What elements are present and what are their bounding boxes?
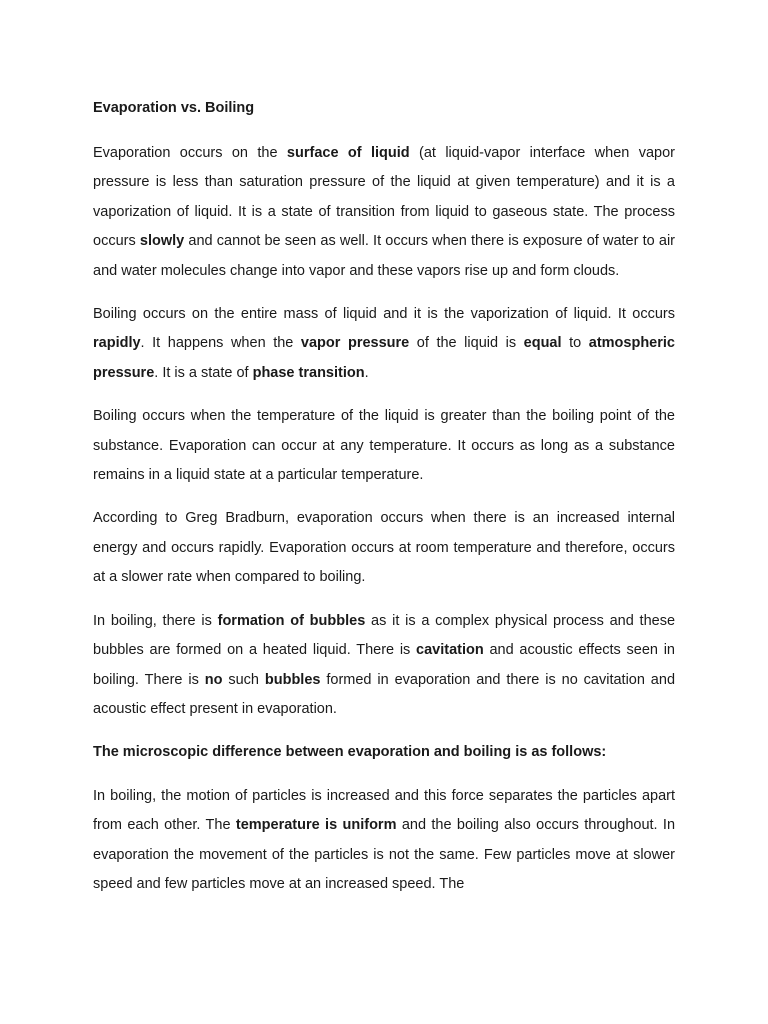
document-body (93, 139, 675, 899)
text-run: In boiling, there is (93, 612, 218, 629)
text-run: Boiling occurs when the temperature of the liquid is greater than the boiling point of the substance. Evaporation can occur at any temperature. It occurs as long as a substance remains in a liquid state at a particular temperature. (93, 408, 675, 484)
text-run: and the boiling also occurs throughout. In evaporation the movement of the particles is not the same. Few particles move at slower speed and few particles move at an increased speed. The (93, 817, 676, 892)
text-run: to (561, 335, 589, 352)
bold-term: formation of bubbles (217, 612, 366, 629)
text-run: of the liquid is (409, 335, 524, 352)
bold-term: slowly (139, 233, 185, 250)
text-run: Boiling occurs on the entire mass of liquid and it is the vaporization of liquid. It occurs (93, 306, 675, 323)
section-heading (93, 738, 675, 767)
text-run: In boiling, the motion of particles is increased and this force separates the particles apart from each other. The (93, 787, 675, 834)
bold-term: temperature is uniform (235, 817, 397, 834)
bold-term: surface of liquid (286, 145, 410, 161)
document-page (93, 96, 675, 913)
text-run: Evaporation occurs on the (93, 145, 287, 161)
paragraph (93, 300, 675, 388)
paragraph (93, 139, 675, 286)
paragraph (93, 504, 675, 592)
text-run: (at liquid-vapor interface when vapor pressure is less than saturation pressure of the liquid at given temperature) and it is a vaporization of liquid. It is a state of transition from liquid to gaseous state. The process occurs (93, 145, 675, 250)
bold-term: vapor pressure (300, 335, 410, 352)
bold-term: cavitation (416, 642, 484, 659)
text-run: formed in evaporation and there is no cavitation and acoustic effect present in evaporation. (93, 671, 676, 717)
text-run: . It is a state of (154, 364, 253, 381)
bold-term: bubbles (264, 671, 321, 688)
text-run: According to Greg Bradburn, evaporation occurs when there is an increased internal energy and occurs rapidly. Evaporation occurs at room temperature and therefore, occurs at a slower rate when compared to boiling. (93, 510, 675, 586)
text-run: . (364, 364, 369, 381)
text-run: as it is a complex physical process and these bubbles are formed on a heated liquid. There is (93, 612, 676, 659)
text-run: such (222, 671, 265, 688)
text-run: and cannot be seen as well. It occurs when there is exposure of water to air and water molecules change into vapor and these vapors rise up and form clouds. (93, 233, 675, 279)
bold-term: no (204, 671, 223, 688)
bold-term: equal (523, 335, 562, 352)
bold-term: The microscopic difference between evaporation and boiling is as follows: (93, 744, 607, 761)
bold-term: phase transition (252, 364, 365, 381)
document-title: Evaporation vs. Boiling (93, 100, 255, 116)
bold-term: rapidly (93, 335, 141, 352)
text-run: and acoustic effects seen in boiling. There is (93, 642, 675, 688)
paragraph (93, 402, 675, 490)
text-run: . It happens when the (140, 335, 301, 352)
paragraph (93, 782, 675, 900)
paragraph (93, 607, 675, 725)
bold-term: atmospheric pressure (93, 335, 675, 381)
